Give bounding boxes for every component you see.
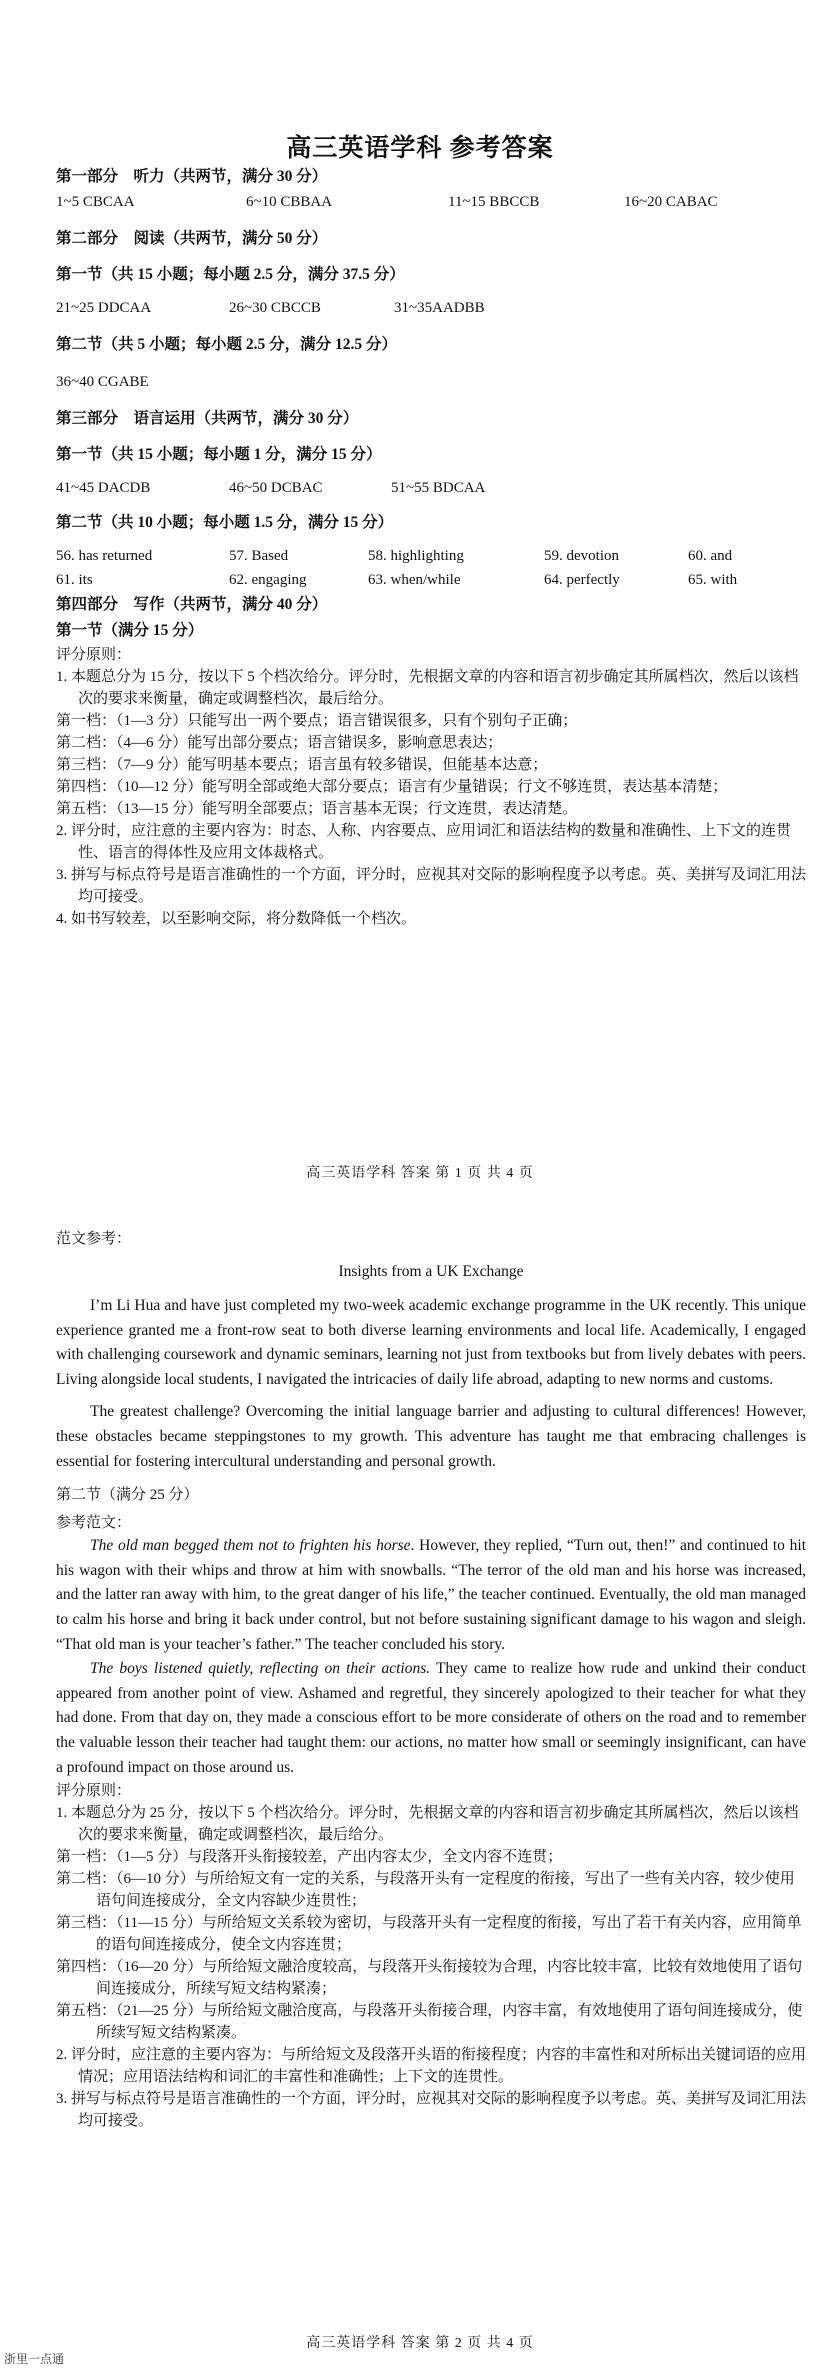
answer-item: 60. and: [688, 548, 733, 564]
page-title: 高三英语学科 参考答案: [286, 135, 554, 162]
story-text: . However, they replied, “Turn out, then!” and continued to hit his wagon with their whips and throw at him with snowballs. “The terror of the old man and his horse was increased, and the latter ran away with him, to the great danger of his life,” the teacher continued. Eventually, the old man managed to calm his horse and bring it back under control, but not before sustaining significant damage to his wagon and sleigh. “That old man is your teacher’s father.” The teacher concluded his story.: [56, 1537, 807, 1653]
section-language-heading: 第三部分 语言运用（共两节，满分 30 分）: [56, 410, 359, 427]
language-part2-row2: [56, 568, 806, 592]
answer-group: 46~50 DCBAC: [229, 480, 323, 496]
answer-group: 1~5 CBCAA: [56, 194, 135, 210]
scoring-rule: 第二档：（4—6 分）能写出部分要点；语言错误多，影响意思表达；: [56, 735, 503, 751]
reading-part1-heading: 第一节（共 15 小题；每小题 2.5 分，满分 37.5 分）: [56, 266, 405, 283]
scoring-rule: 3. 拼写与标点符号是语言准确性的一个方面，评分时，应视其对交际的影响程度予以考虑。英、美拼写及词汇用法均可接受。: [56, 2091, 807, 2130]
sample-essays: [56, 1228, 806, 2132]
essay-paragraph: The greatest challenge? Overcoming the initial language barrier and adjusting to cultural differences! However, these obstacles became steppingstones to my growth. This adventure has taught me that embracing challenges is essential for fostering intercultural understanding and personal growth.: [56, 1403, 806, 1470]
answer-item: 61. its: [56, 572, 93, 588]
page-footer: 高三英语学科 答案 第 1 页 共 4 页: [306, 1166, 534, 1181]
answer-group: 36~40 CGABE: [56, 374, 149, 390]
story-paragraph: [56, 1534, 806, 1657]
scoring-rule: 第四档：（16—20 分）与所给短文融洽度较高，与段落开头衔接较为合理，内容比较丰富，比较有效地使用了语句间连接成分，所续写短文结构紧凑；: [56, 1959, 803, 1998]
answer-group: 16~20 CABAC: [624, 194, 718, 210]
answer-group: 41~45 DACDB: [56, 480, 151, 496]
scoring-principle-label: 评分原则：: [56, 1783, 132, 1800]
answer-group: 26~30 CBCCB: [229, 300, 321, 316]
answer-item: 58. highlighting: [368, 548, 464, 564]
scoring-rule: 4. 如书写较差，以至影响交际，将分数降低一个档次。: [56, 911, 417, 927]
watermark-text: 浙里一点通: [4, 2352, 65, 2366]
section-writing-heading: 第四部分 写作（共两节，满分 40 分）: [56, 596, 328, 613]
scoring-rule: 第一档：（1—3 分）只能写出一两个要点；语言错误很多，只有个别句子正确；: [56, 713, 578, 729]
essay-title: Insights from a UK Exchange: [338, 1263, 524, 1280]
page-footer: 高三英语学科 答案 第 2 页 共 4 页: [306, 2336, 534, 2351]
listening-answers: [56, 190, 806, 214]
answer-item: 64. perfectly: [544, 572, 620, 588]
reference-label: 参考范文：: [56, 1515, 132, 1532]
reading-part1-answers: [56, 296, 806, 320]
answer-item: 57. Based: [229, 548, 289, 564]
essay-paragraph: I’m Li Hua and have just completed my two-week academic exchange programme in the UK recently. This unique experience granted me a front-row seat to both diverse learning environments and local life. Academically, I engaged with challenging coursework and dynamic seminars, learning not just from textbooks but from lively debates with peers. Living alongside local students, I navigated the intricacies of daily life abroad, adapting to new norms and customs.: [56, 1297, 806, 1388]
answer-group: 6~10 CBBAA: [246, 194, 333, 210]
answer-group: 11~15 BBCCB: [448, 194, 540, 210]
language-part2-row1: [56, 544, 806, 568]
scoring-rule: 3. 拼写与标点符号是语言准确性的一个方面，评分时，应视其对交际的影响程度予以考虑。英、美拼写及词汇用法均可接受。: [56, 867, 807, 905]
scoring-rule: 第一档：（1—5 分）与段落开头衔接较差，产出内容太少，全文内容不连贯；: [56, 1849, 563, 1866]
answer-group: 21~25 DDCAA: [56, 300, 152, 316]
scoring-principle-label: 评分原则：: [56, 647, 132, 663]
language-part2-heading: 第二节（共 10 小题；每小题 1.5 分，满分 15 分）: [56, 514, 394, 531]
story-text: They came to realize how rude and unkind their conduct appeared from another point of view. Ashamed and regretful, they sincerely apologized to their teacher for what they had done. From that day on, they made a conscious effort to be more considerate of others on the road and to remember the valuable lesson their teacher had taught them: our actions, no matter how small or seemingly insignificant, can have a profound impact on those around us.: [56, 1660, 806, 1776]
section-reading-heading: 第二部分 阅读（共两节，满分 50 分）: [56, 230, 328, 247]
language-part1-answers: [56, 476, 806, 500]
part2-heading: 第二节（满分 25 分）: [56, 1487, 199, 1504]
scoring-rule: 2. 评分时，应注意的主要内容为：与所给短文及段落开头语的衔接程度；内容的丰富性和对所标出关键词语的应用情况；应用语法结构和词汇的丰富性和准确性；上下文的连贯性。: [56, 2047, 807, 2086]
answer-page-2: [0, 1200, 840, 2372]
section-listening-heading: 第一部分 听力（共两节，满分 30 分）: [56, 168, 328, 185]
scoring-rule: 第四档：（10—12 分）能写明全部或绝大部分要点；语言有少量错误；行文不够连贯，表达基本清楚；: [56, 779, 728, 795]
scoring-rule: 1. 本题总分为 15 分，按以下 5 个档次给分。评分时，先根据文章的内容和语言初步确定其所属档次，然后以该档次的要求来衡量，确定或调整档次，最后给分。: [56, 669, 799, 707]
answer-item: 59. devotion: [544, 548, 619, 564]
scoring-rule: 第五档：（13—15 分）能写明全部要点；语言基本无误；行文连贯，表达清楚。: [56, 801, 578, 817]
language-part1-heading: 第一节（共 15 小题；每小题 1 分，满分 15 分）: [56, 446, 382, 463]
answer-group: 31~35AADBB: [394, 300, 485, 316]
scoring-rule: 第三档：（7—9 分）能写明基本要点；语言虽有较多错误，但能基本达意；: [56, 757, 548, 773]
scoring-rule: 第三档：（11—15 分）与所给短文关系较为密切，与段落开头有一定程度的衔接，写出了若干有关内容，应用简单的语句间连接成分，使全文内容连贯；: [56, 1915, 802, 1954]
scoring-rule: 第二档：（6—10 分）与所给短文有一定的关系，与段落开头有一定程度的衔接，写出了一些有关内容，较少使用语句间连接成分，全文内容缺少连贯性；: [56, 1871, 795, 1910]
answer-key: [56, 164, 806, 930]
answer-item: 65. with: [688, 572, 738, 588]
writing-part1-heading: 第一节（满分 15 分）: [56, 622, 204, 639]
scoring-rule: 1. 本题总分为 25 分，按以下 5 个档次给分。评分时，先根据文章的内容和语言初步确定其所属档次，然后以该档次的要求来衡量，确定或调整档次，最后给分。: [56, 1805, 799, 1844]
answer-group: 51~55 BDCAA: [391, 480, 486, 496]
sample-label: 范文参考：: [56, 1231, 132, 1247]
scoring-rule: 2. 评分时，应注意的主要内容为：时态、人称、内容要点、应用词汇和语法结构的数量和准确性、上下文的连贯性、语言的得体性及应用文体裁格式。: [56, 823, 792, 861]
answer-item: 62. engaging: [229, 572, 307, 588]
story-opening-sentence: The boys listened quietly, reflecting on their actions.: [90, 1660, 431, 1678]
reading-part2-answers: [56, 370, 806, 394]
answer-item: 63. when/while: [368, 572, 461, 588]
story-opening-sentence: The old man begged them not to frighten his horse: [90, 1537, 411, 1555]
story-paragraph: [56, 1657, 806, 1780]
answer-item: 56. has returned: [56, 548, 153, 564]
reading-part2-heading: 第二节（共 5 小题；每小题 2.5 分，满分 12.5 分）: [56, 336, 398, 353]
scoring-rule: 第五档：（21—25 分）与所给短文融洽度高，与段落开头衔接合理，内容丰富，有效地使用了语句间连接成分，使所续写短文结构紧凑。: [56, 2003, 803, 2042]
